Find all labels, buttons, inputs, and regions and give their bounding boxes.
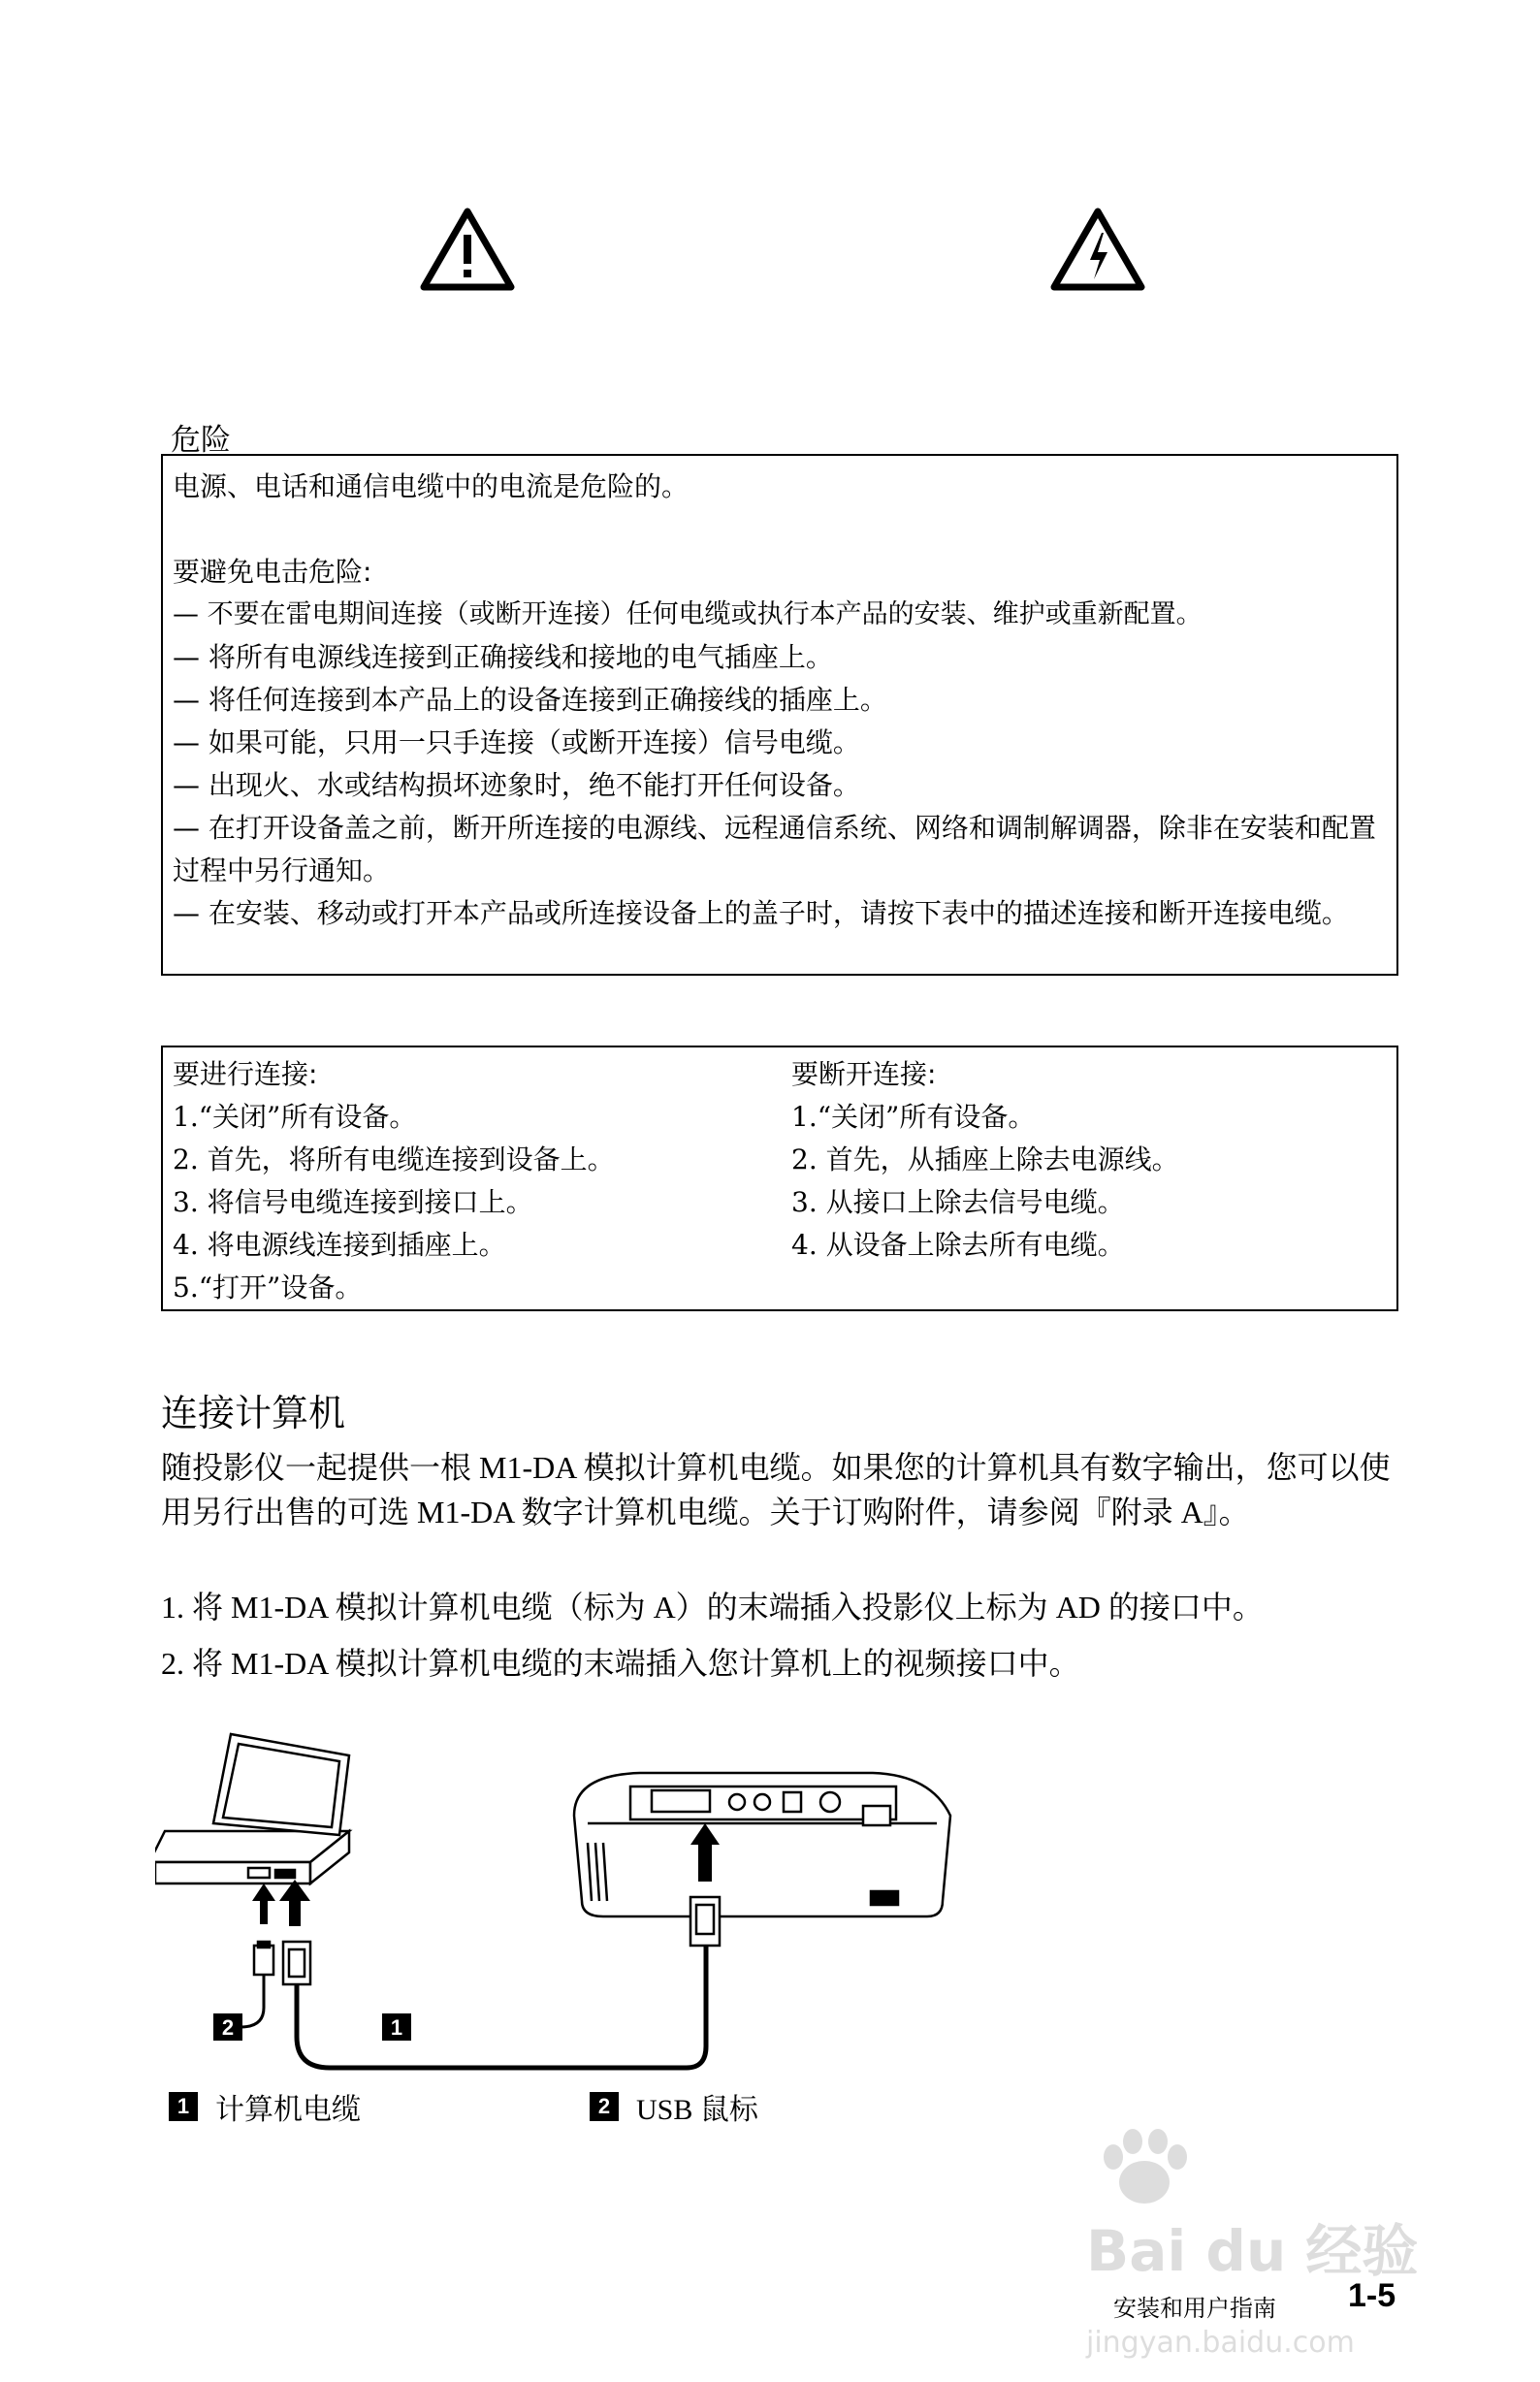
legend-number: 2 — [590, 2092, 619, 2121]
watermark-url: jingyan.baidu.com — [1086, 2326, 1355, 2360]
baidu-watermark — [1086, 2124, 1418, 2360]
projector-illustration — [574, 1773, 950, 1916]
upward-arrows — [252, 1880, 310, 1926]
watermark-brand: Bai du 经验 — [1086, 2218, 1419, 2284]
danger-line: — 出现火、水或结构损坏迹象时，绝不能打开任何设备。 — [173, 769, 860, 801]
connect-step: 1.“关闭”所有设备。 — [173, 1101, 417, 1133]
legend-text: 计算机电缆 — [215, 2094, 361, 2126]
legend-item — [169, 2085, 361, 2128]
danger-line: — 在打开设备盖之前，断开所连接的电源线、远程通信系统、网络和调制解调器，除非在安装和配置过程中另行通知。 — [173, 812, 1376, 886]
connect-heading: 要进行连接: — [173, 1058, 318, 1090]
paw-icon — [1086, 2124, 1203, 2211]
danger-line: — 在安装、移动或打开本产品或所连接设备上的盖子时，请按下表中的描述连接和断开连接电缆。 — [173, 897, 1349, 929]
connect-column — [173, 1053, 615, 1309]
electric-shock-icon — [1049, 206, 1146, 293]
connect-step: 4. 将电源线连接到插座上。 — [173, 1229, 506, 1261]
danger-line: — 将所有电源线连接到正确接线和接地的电气插座上。 — [173, 641, 833, 673]
danger-line: — 不要在雷电期间连接（或断开连接）任何电缆或执行本产品的安装、维护或重新配置。 — [173, 599, 1203, 629]
danger-line: — 将任何连接到本产品上的设备连接到正确接线的插座上。 — [173, 684, 887, 716]
connect-step: 3. 将信号电缆连接到接口上。 — [173, 1186, 533, 1218]
caution-triangle-icon — [419, 206, 516, 293]
disconnect-heading: 要断开连接: — [791, 1058, 937, 1090]
danger-line: 电源、电话和通信电缆中的电流是危险的。 — [173, 470, 690, 502]
disconnect-column — [791, 1053, 1179, 1267]
danger-label: 危险 — [171, 423, 231, 458]
danger-line: — 如果可能，只用一只手连接（或断开连接）信号电缆。 — [173, 726, 860, 758]
laptop-illustration — [155, 1734, 349, 1883]
legend-text: USB 鼠标 — [636, 2094, 758, 2126]
connect-step: 5.“打开”设备。 — [173, 1271, 363, 1304]
disconnect-step: 4. 从设备上除去所有电缆。 — [791, 1229, 1125, 1261]
callout-label: 1 — [390, 2015, 403, 2040]
disconnect-step: 1.“关闭”所有设备。 — [791, 1101, 1036, 1133]
legend-item — [590, 2085, 758, 2128]
danger-line: 要避免电击危险: — [173, 556, 372, 588]
page-number: 1-5 — [1348, 2277, 1396, 2314]
step-2: 2. 将 M1-DA 模拟计算机电缆的末端插入您计算机上的视频接口中。 — [161, 1646, 1080, 1681]
disconnect-step: 2. 首先，从插座上除去电源线。 — [791, 1143, 1179, 1175]
callout-label: 2 — [221, 2015, 235, 2040]
connect-step: 2. 首先，将所有电缆连接到设备上。 — [173, 1143, 615, 1175]
intro-paragraph: 随投影仪一起提供一根 M1-DA 模拟计算机电缆。如果您的计算机具有数字输出，您可以使用另行出售的可选 M1-DA 数字计算机电缆。关于订购附件，请参阅『附录 A』。 — [161, 1450, 1391, 1529]
danger-spacer — [173, 508, 1387, 551]
danger-notice-box — [161, 454, 1398, 976]
section-title: 连接计算机 — [161, 1392, 346, 1434]
connection-diagram — [155, 1717, 1086, 2076]
legend-number: 1 — [169, 2092, 198, 2121]
callout-2 — [213, 2013, 242, 2041]
connect-disconnect-table — [161, 1046, 1398, 1311]
projector-connector — [690, 1897, 720, 1946]
footer-title: 安装和用户指南 — [1113, 2297, 1276, 2322]
step-1: 1. 将 M1-DA 模拟计算机电缆（标为 A）的末端插入投影仪上标为 AD 的接口中。 — [161, 1590, 1264, 1625]
callout-1 — [382, 2013, 411, 2041]
disconnect-step: 3. 从接口上除去信号电缆。 — [791, 1186, 1125, 1218]
